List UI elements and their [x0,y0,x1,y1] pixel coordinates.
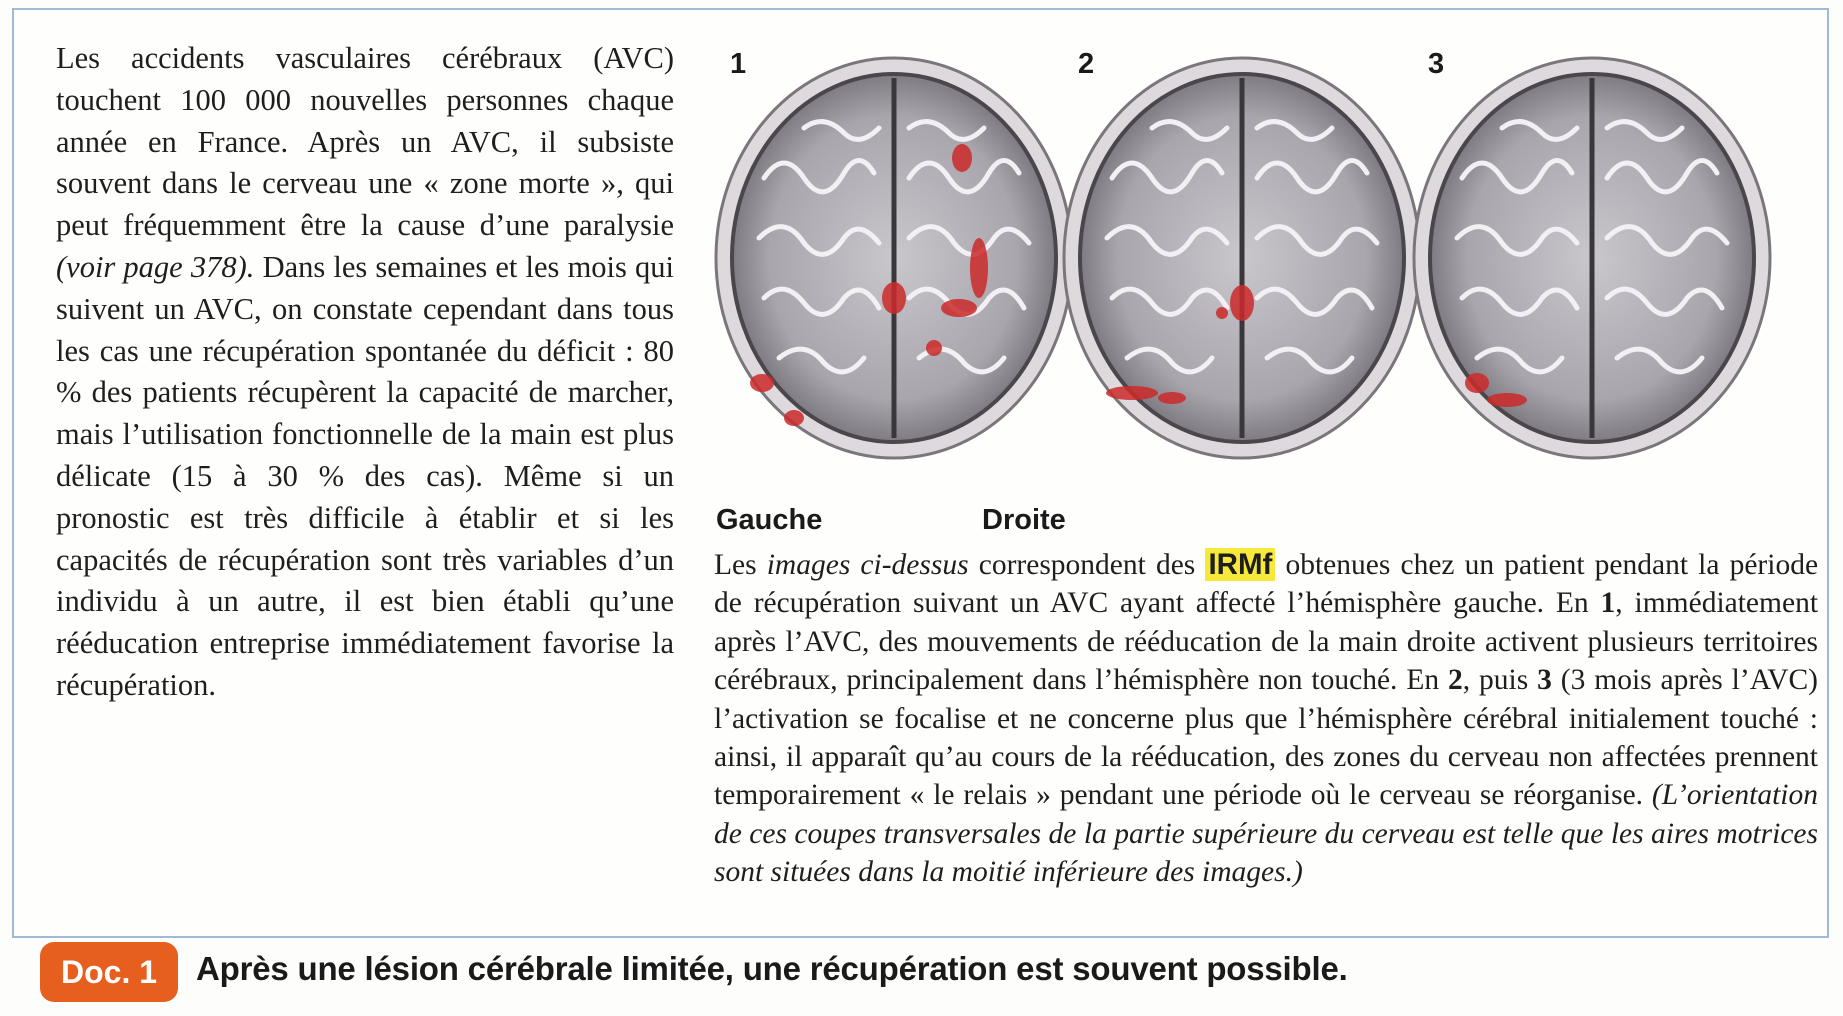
caption-orientation-note: (L’orientation de ces coupes transversales de la partie supérieure du cerveau est telle que les aires motrices sont situées dans la moitié inférieure des images.) [714,779,1818,889]
right-hemisphere-label: Droite [982,504,1066,536]
panel-number-1: 1 [730,48,747,80]
caption-text: , immédiatement après l’AVC, des mouvements de rééducation de la main droite activent plusieurs territoires cérébraux, principalement dans l’hémisphère non touché. En [714,587,1819,697]
caption-number-1: 1 [1600,587,1616,620]
caption-number-3: 3 [1537,664,1552,697]
intro-paragraph [56,38,674,707]
page-reference: (voir page 378). [56,249,255,284]
figure-caption [714,546,1818,892]
brain-scan-3 [1402,38,1782,478]
brain-panel-3 [1402,38,1782,478]
panel-number-2: 2 [1078,48,1095,80]
doc-title: Après une lésion cérébrale limitée, une récupération est souvent possible. [196,950,1348,987]
intro-text-part2: Dans les semaines et les mois qui suivent un AVC, on constate cependant dans tous les cas une récupération spontanée du déficit : 80 % des patients récupèrent la capacité de marcher, mais l’utilisation fonctionnelle de la main est plus délicate (15 à 30 % des cas). Même si un pronostic est très difficile à établir et si les capacités de récupération sont très variables d’un individu à un autre, il est bien établi qu’une rééducation entreprise immédiatement favorise la récupération. [56,249,675,702]
fmri-figure [704,38,1829,536]
caption-text: Les [714,549,757,581]
caption-text: , puis [1462,664,1529,697]
caption-italic: images ci-dessus [766,549,969,581]
brain-scan-2 [1052,38,1432,478]
caption-text: correspondent des [978,549,1196,581]
doc-badge: Doc. 1 [40,942,178,1002]
caption-text: obtenues chez un patient pendant la période de récupération suivant un AVC ayant affecté l’hémisphère gauche. En [714,549,1819,620]
caption-paragraph [714,546,1818,892]
brain-panel-2 [1052,38,1432,478]
brain-scan-1 [704,38,1084,478]
intro-text-part1: Les accidents vasculaires cérébraux (AVC) touchent 100 000 nouvelles personnes chaque année en France. Après un AVC, il subsiste souvent dans le cerveau une « zone morte », qui peut fréquemment être la cause d’une paralysie [56,41,674,243]
irmf-highlight: IRMf [1205,548,1275,581]
left-hemisphere-label: Gauche [716,504,823,536]
caption-text: (3 mois après l’AVC) l’activation se focalise et ne concerne plus que l’hémisphère cérébral initialement touché : ainsi, il apparaît qu’au cours de la rééducation, des zones du cerveau non affectées prennent temporairement « le relais » pendant une période où le cerveau se réorganise. [714,664,1819,812]
panel-number-3: 3 [1428,48,1445,80]
caption-number-2: 2 [1448,664,1463,697]
document-frame [12,8,1829,938]
brain-panel-1 [704,38,1084,478]
intro-text [56,38,674,707]
